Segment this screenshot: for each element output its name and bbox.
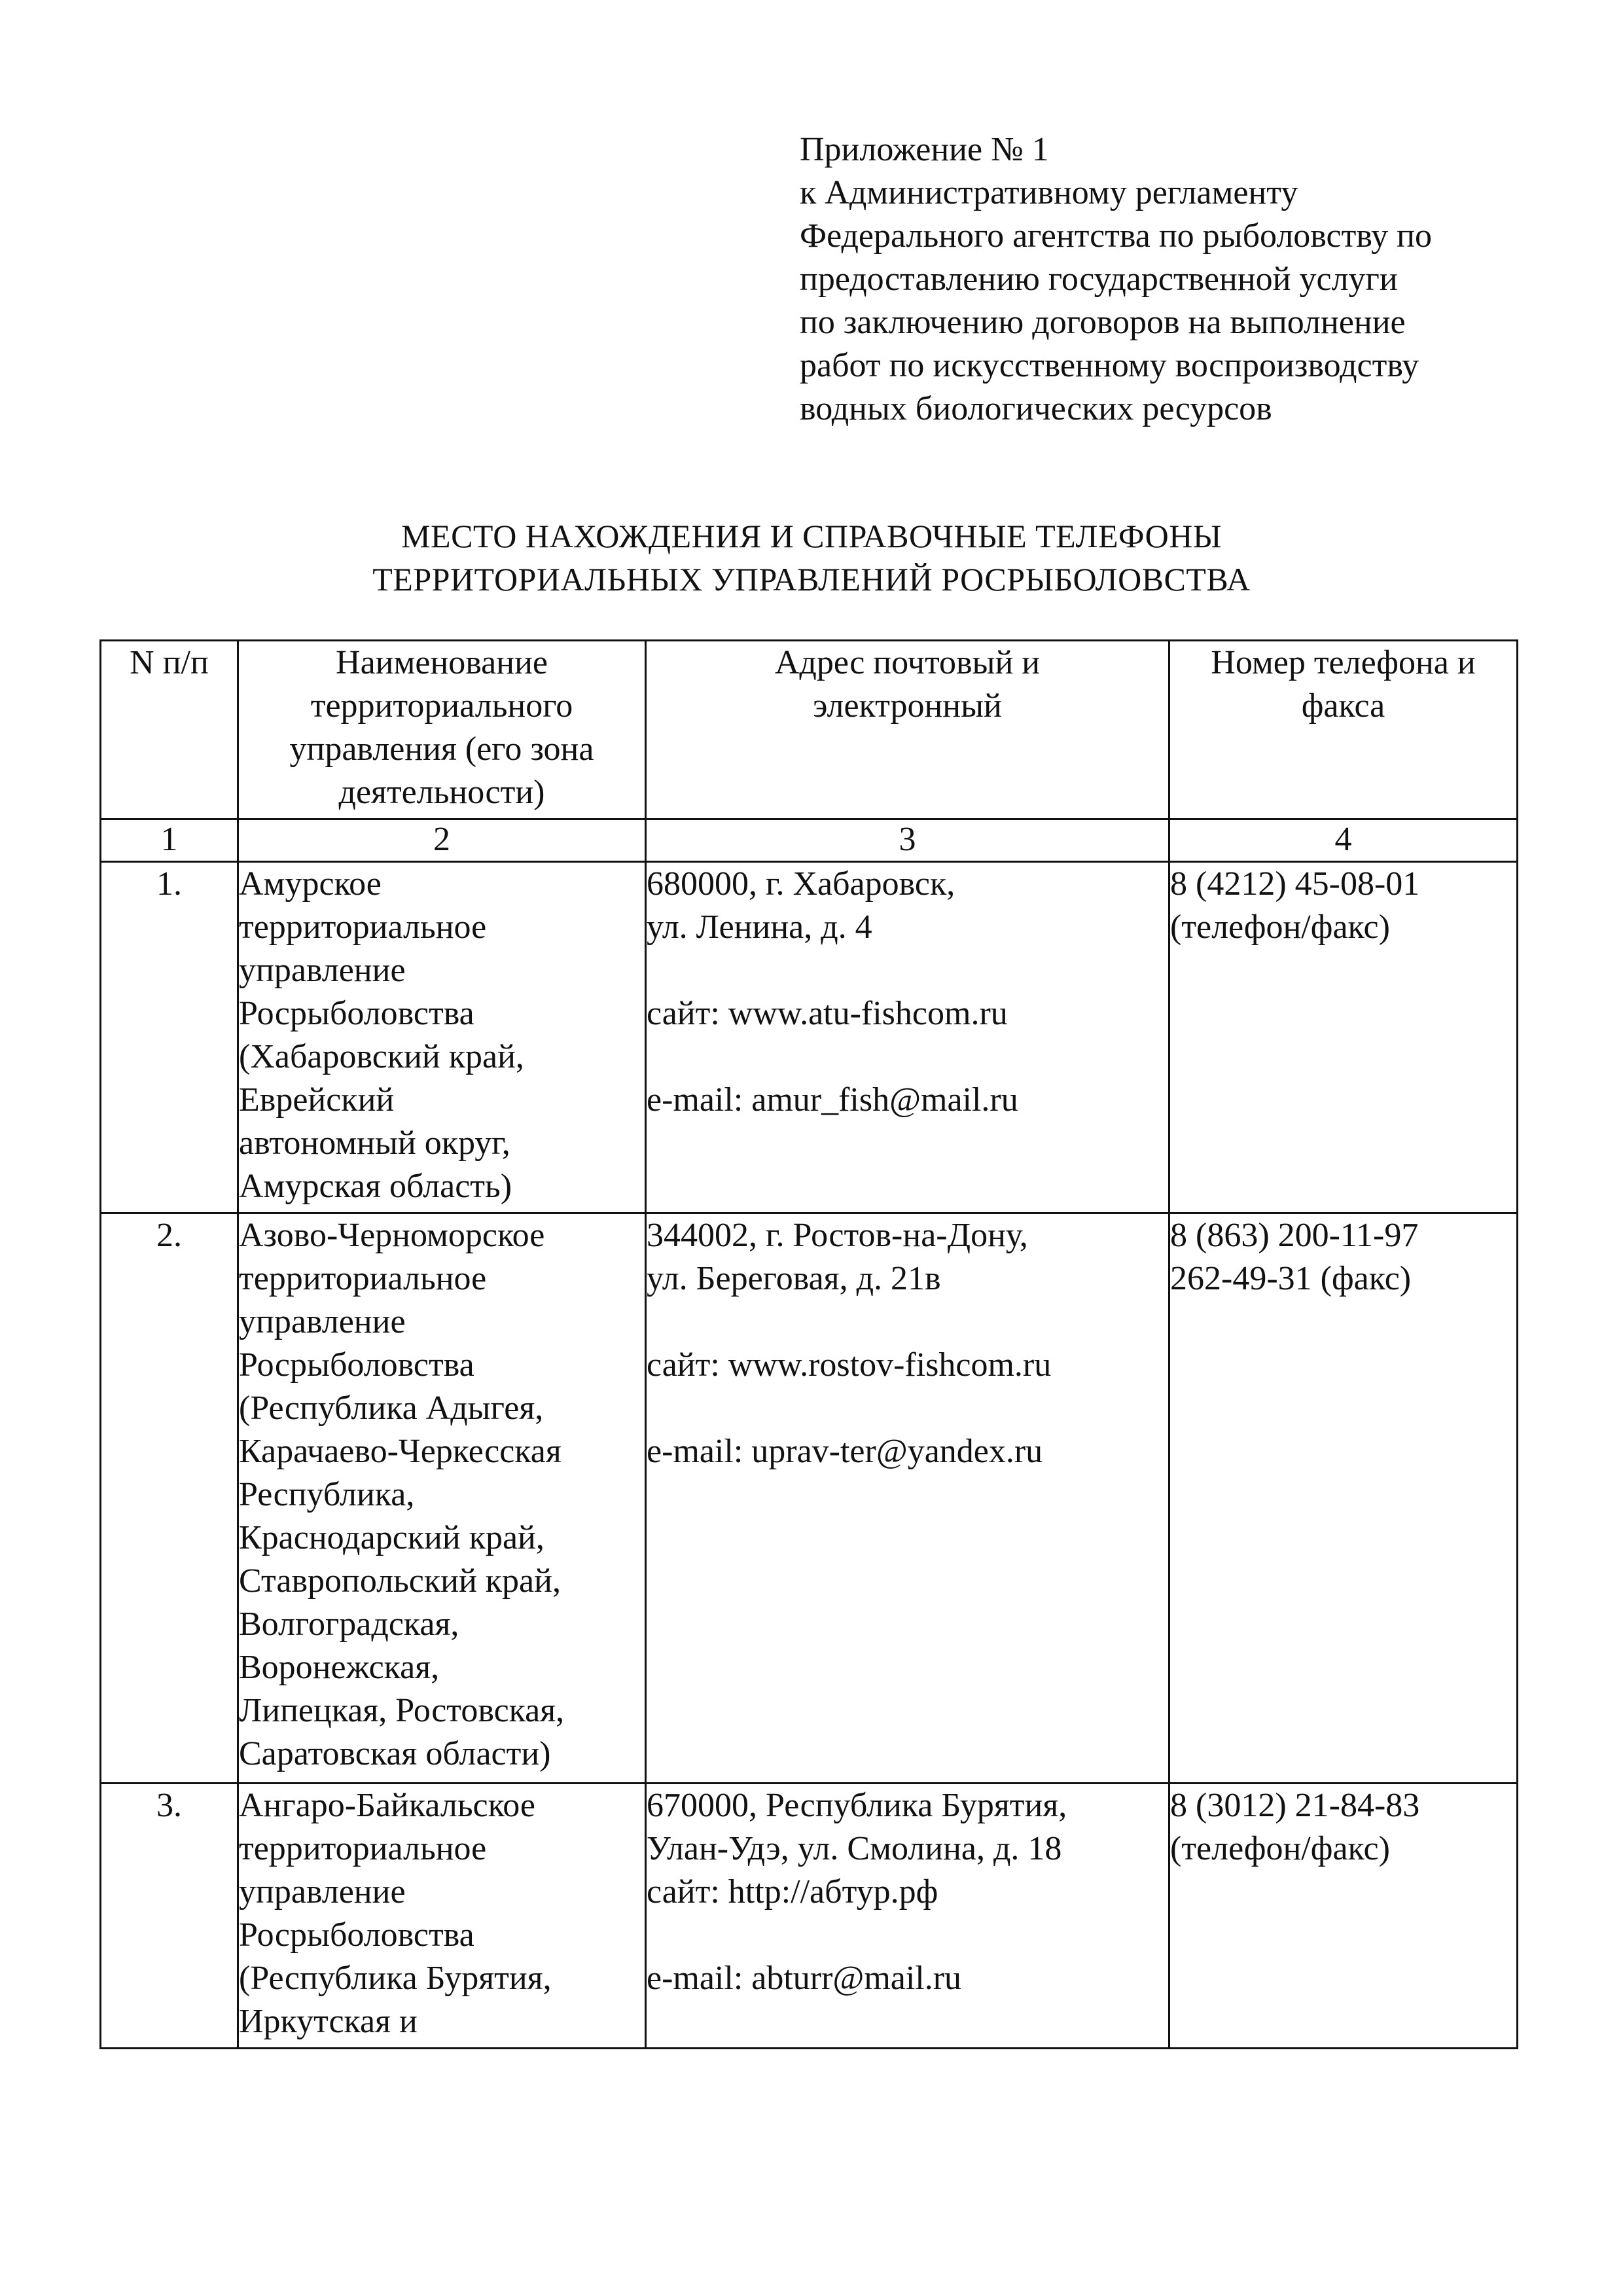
- row-number: 1.: [101, 862, 238, 1213]
- header-name: Наименование территориального управления (его зона деятельности): [238, 641, 646, 819]
- office-name: Ангаро-Байкальское территориальное управление Росрыболовства (Республика Бурятия, Иркутская и: [238, 1784, 646, 2049]
- postal-address: 680000, г. Хабаровск,: [647, 865, 955, 903]
- table-row: [101, 1213, 1518, 1784]
- postal-address: ул. Береговая, д. 21в: [647, 1260, 941, 1297]
- appendix-header: [800, 128, 1585, 431]
- website-link[interactable]: сайт: http://абтур.рф: [647, 1873, 938, 1910]
- appendix-line: по заключению договоров на выполнение: [800, 304, 1406, 341]
- appendix-line: предоставлению государственной услуги: [800, 260, 1398, 298]
- appendix-line: к Административному регламенту: [800, 174, 1298, 211]
- email-link[interactable]: e-mail: abturr@mail.ru: [647, 1960, 962, 1997]
- postal-address: ул. Ленина, д. 4: [647, 908, 872, 946]
- header-row: [101, 641, 1518, 819]
- title-line: МЕСТО НАХОЖДЕНИЯ И СПРАВОЧНЫЕ ТЕЛЕФОНЫ: [401, 518, 1222, 554]
- office-phone: 8 (4212) 45-08-01 (телефон/факс): [1169, 862, 1518, 1213]
- email-link[interactable]: e-mail: amur_fish@mail.ru: [647, 1081, 1018, 1119]
- header-phone: Номер телефона и факса: [1169, 641, 1518, 819]
- website-link[interactable]: сайт: www.atu-fishcom.ru: [647, 995, 1008, 1032]
- website-link[interactable]: сайт: www.rostov-fishcom.ru: [647, 1346, 1052, 1384]
- table-row: [101, 862, 1518, 1213]
- appendix-line: водных биологических ресурсов: [800, 390, 1272, 427]
- office-name: Азово-Черноморское территориальное управление Росрыболовства (Республика Адыгея, Карачаево-Черкесская Республика, Краснодарский край, Ставропольский край, Волгоградская, Воронежская, Липецкая, Ростовская, Саратовская области): [238, 1213, 646, 1784]
- row-number: 3.: [101, 1784, 238, 2049]
- column-index: 1: [101, 819, 238, 862]
- office-address: [646, 1213, 1169, 1784]
- office-phone: 8 (3012) 21-84-83 (телефон/факс): [1169, 1784, 1518, 2049]
- row-number: 2.: [101, 1213, 238, 1784]
- postal-address: Улан-Удэ, ул. Смолина, д. 18: [647, 1830, 1062, 1867]
- appendix-line: Приложение № 1: [800, 131, 1049, 168]
- appendix-line: Федерального агентства по рыболовству по: [800, 217, 1432, 255]
- title-line: ТЕРРИТОРИАЛЬНЫХ УПРАВЛЕНИЙ РОСРЫБОЛОВСТВА: [372, 561, 1251, 598]
- column-index: 2: [238, 819, 646, 862]
- postal-address: 670000, Республика Бурятия,: [647, 1787, 1067, 1824]
- office-address: [646, 862, 1169, 1213]
- postal-address: 344002, г. Ростов-на-Дону,: [647, 1217, 1028, 1254]
- email-link[interactable]: e-mail: uprav-ter@yandex.ru: [647, 1433, 1043, 1470]
- column-index: 4: [1169, 819, 1518, 862]
- office-name: Амурское территориальное управление Росрыболовства (Хабаровский край, Еврейский автономный округ, Амурская область): [238, 862, 646, 1213]
- table-row: [101, 1784, 1518, 2049]
- header-number: N п/п: [101, 641, 238, 819]
- office-address: [646, 1784, 1169, 2049]
- directory-table: [99, 639, 1518, 2049]
- header-address: Адрес почтовый и электронный: [646, 641, 1169, 819]
- column-index: 3: [646, 819, 1169, 862]
- office-phone: 8 (863) 200-11-97 262-49-31 (факс): [1169, 1213, 1518, 1784]
- column-index-row: [101, 819, 1518, 862]
- appendix-line: работ по искусственному воспроизводству: [800, 347, 1419, 384]
- document-title: [92, 514, 1531, 601]
